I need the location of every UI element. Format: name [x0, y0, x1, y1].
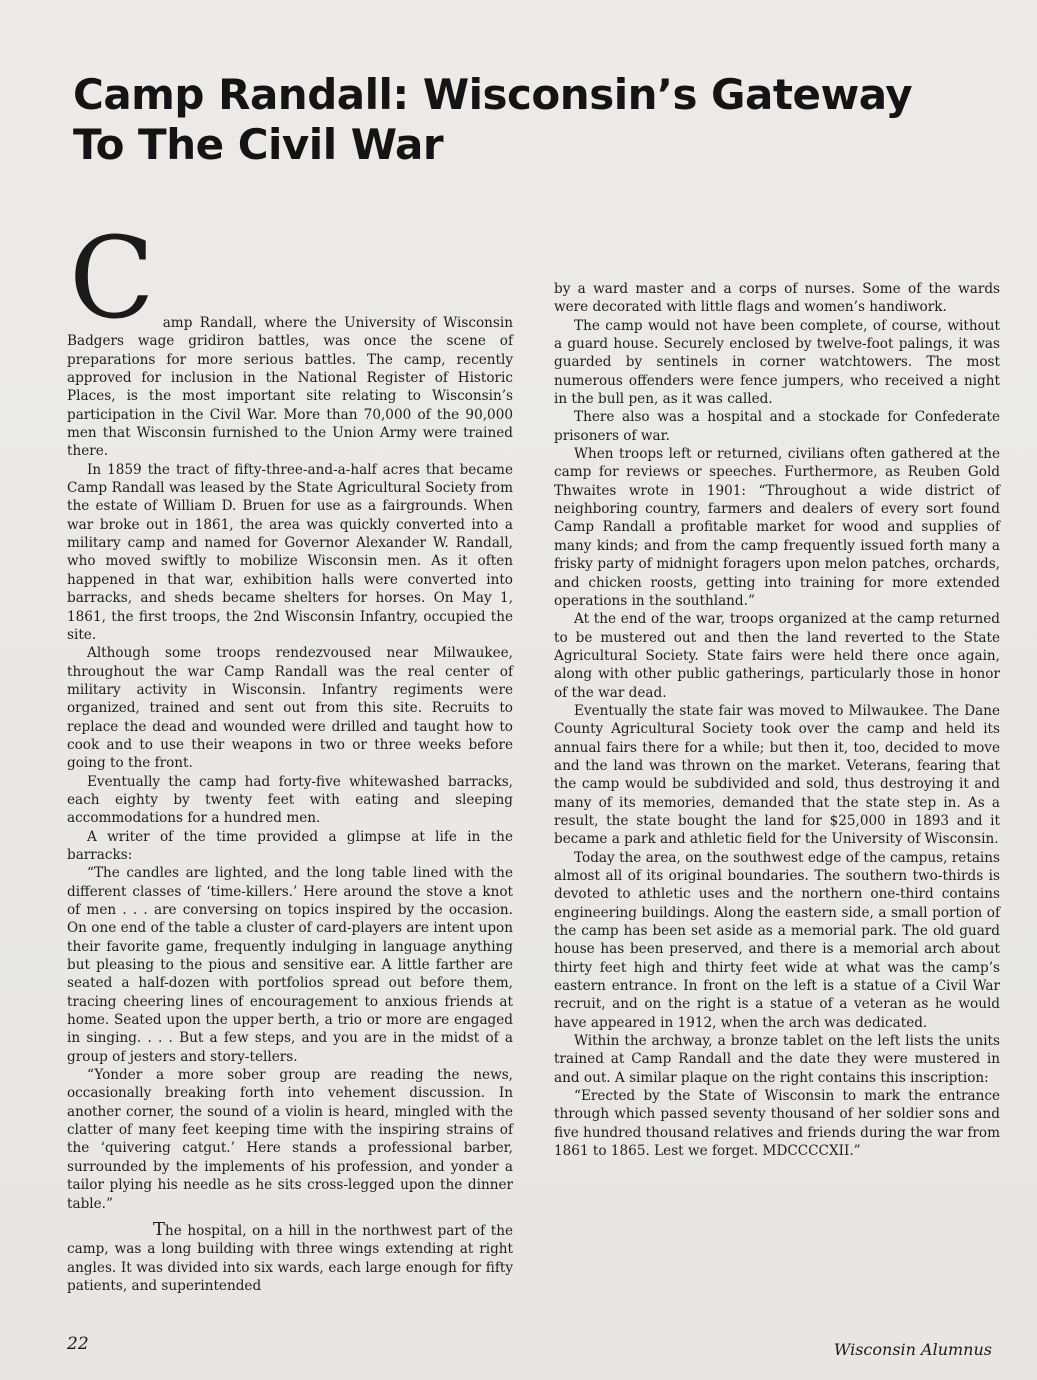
paragraph: Within the archway, a bronze tablet on the left lists the units trained at Camp Randall and the date they were mustered in and out. A similar plaque on the right contains this inscription:: [554, 1033, 1000, 1086]
paragraph: Eventually the state fair was moved to Milwaukee. The Dane County Agricultural Society took over the camp and held its annual fairs there for a while; but then it, too, decided to move and the land was thrown on the market. Veterans, fearing that the camp would be subdivided and sold, thus destroying it and many of its memories, demanded that the state step in. As a result, the state bought the land for $25,000 in 1893 and it became a park and athletic field for the University of Wisconsin.: [554, 702, 1000, 848]
paragraph: At the end of the war, troops organized at the camp returned to be mustered out and then the land reverted to the State Agricultural Society. State fairs were held there once again, along with other public gatherings, particularly those in honor of the war dead.: [554, 611, 1000, 701]
paragraph: In 1859 the tract of fifty-three-and-a-half acres that became Camp Randall was leased by the State Agricultural Society from the estate of William D. Bruen for use as a fairgrounds. When war broke out in 1861, the area was quickly converted into a military camp and named for Governor Alexander W. Randall, who moved swiftly to mobilize Wisconsin men. As it often happened in that war, exhibition halls were converted into barracks, and sheds became shelters for horses. On May 1, 1861, the first troops, the 2nd Wisconsin Infantry, occupied the site.: [67, 461, 513, 643]
paragraph: There also was a hospital and a stockade for Confederate prisoners of war.: [554, 409, 1000, 444]
drop-cap: C: [69, 214, 155, 344]
quote-paragraph: “The candles are lighted, and the long table lined with the different classes of ‘time-killers.’ Here around the stove a knot of men . . . are conversing on topics inspired by the occasion. On one end of the table a cluster of card-players are intent upon their favorite game, frequently indulging in language anything but pleasing to the pious and sensitive ear. A little farther are seated a half-dozen with portfolios spread out before them, tracing cheering lines of encouragement to anxious friends at home. Seated upon the upper berth, a trio or more are engaged in singing. . . . But a few steps, and you are in the midst of a group of jesters and story-tellers.: [67, 865, 513, 1065]
article-title: Camp Randall: Wisconsin’s Gateway To The Civil War: [73, 70, 913, 169]
hospital-paragraph: [67, 1218, 513, 1295]
publication-name: Wisconsin Alumnus: [833, 1340, 992, 1359]
right-column: [554, 280, 1000, 1161]
left-column: [67, 214, 513, 1295]
inscription-paragraph: “Erected by the State of Wisconsin to mark the entrance through which passed seventy thousand of her soldier sons and five hundred thousand relatives and friends during the war from 1861 to 1865. Lest we forget. MDCCCCXII.”: [554, 1088, 1000, 1160]
paragraph: Today the area, on the southwest edge of the campus, retains almost all of its original boundaries. The southern two-thirds is devoted to athletic uses and the northern one-third contains engineering buildings. Along the eastern side, a small portion of the camp has been set aside as a memorial park. The old guard house has been preserved, and there is a memorial arch about thirty feet high and thirty feet wide at what was the camp’s eastern entrance. In front on the left is a statue of a Civil War recruit, and on the right is a statue of a veteran as he would have appeared in 1912, when the arch was dedicated.: [554, 849, 1000, 1031]
paragraph: Although some troops rendezvoused near Milwaukee, throughout the war Camp Randall was the real center of military activity in Wisconsin. Infantry regiments were organized, trained and sent out from this site. Recruits to replace the dead and wounded were drilled and taught how to cook and to use their weapons in two or three weeks before going to the front.: [67, 645, 513, 772]
page-number: 22: [67, 1334, 89, 1354]
paragraph: When troops left or returned, civilians often gathered at the camp for reviews or speeches. Furthermore, as Reuben Gold Thwaites wrote in 1901: “Throughout a wide district of neighboring country, farmers and dealers of every sort found Camp Randall a profitable market for wood and supplies of many kinds; and from the camp frequently issued forth many a frisky party of midnight foragers upon melon patches, orchards, and chicken roosts, getting into training for more extended operations in the southland.”: [554, 446, 1000, 609]
paragraph: The camp would not have been complete, of course, without a guard house. Securely enclosed by twelve-foot palings, it was guarded by sentinels in corner watchtowers. The most numerous offenders were fence jumpers, who received a night in the bull pen, as it was called.: [554, 317, 1000, 408]
quote-paragraph: “Yonder a more sober group are reading the news, occasionally breaking forth into vehement discussion. In another corner, the sound of a violin is heard, mingled with the clatter of many feet keeping time with the inspiring strains of the ‘quivering catgut.’ Here stands a professional barber, surrounded by the implements of his profession, and yonder a tailor plying his needle as he sits cross-legged upon the dinner table.”: [67, 1067, 513, 1212]
paragraph: A writer of the time provided a glimpse at life in the barracks:: [67, 828, 513, 863]
paragraph: amp Randall, where the University of Wisconsin Badgers wage gridiron battles, was once the scene of preparations for more serious battles. The camp, recently approved for inclusion in the National Register of Historic Places, is the most important site relating to Wisconsin’s participation in the Civil War. More than 70,000 of the 90,000 men that Wisconsin furnished to the Union Army were trained there.: [67, 315, 513, 460]
paragraph: by a ward master and a corps of nurses. Some of the wards were decorated with little flags and women’s handiwork.: [554, 281, 1000, 316]
paragraph: Eventually the camp had forty-five whitewashed barracks, each eighty by twenty feet with eating and sleeping accommodations for a hundred men.: [67, 773, 513, 827]
hospital-initial: T: [153, 1218, 166, 1240]
hospital-text: he hospital, on a hill in the northwest part of the camp, was a long building with three wings extending at right angles. It was divided into six wards, each large enough for fifty patients, and superintended: [67, 1222, 513, 1294]
